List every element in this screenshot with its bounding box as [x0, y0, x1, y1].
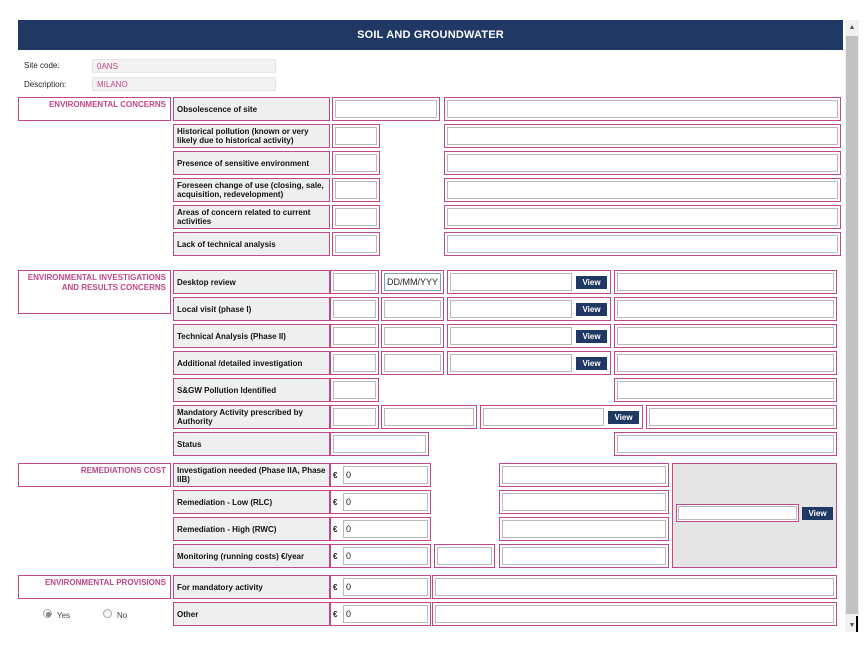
desktop-review-date[interactable] [381, 270, 444, 294]
additional-investigation-select[interactable] [330, 351, 379, 375]
mandatory-provision-amount[interactable] [330, 575, 431, 599]
remediation-attachment-file[interactable] [676, 504, 799, 522]
amount-value[interactable]: 0 [343, 547, 428, 565]
amount-value[interactable]: 0 [343, 605, 428, 623]
historical-pollution-select[interactable] [332, 124, 380, 148]
monitoring-amount[interactable] [330, 544, 431, 568]
section-remediations-cost: REMEDIATIONS COST [18, 463, 171, 487]
scroll-down-icon[interactable]: ▼ [848, 621, 856, 629]
sgw-pollution-select[interactable] [330, 378, 379, 402]
euro-icon: € [333, 582, 338, 592]
no-radio[interactable] [103, 609, 112, 618]
view-button[interactable]: View [576, 276, 607, 289]
date-input[interactable]: DD/MM/YYY [384, 273, 441, 291]
row-label-desktop-review: Desktop review [173, 270, 330, 294]
row-label-mandatory-provision: For mandatory activity [173, 575, 330, 599]
status-comment[interactable] [614, 432, 837, 456]
row-label-obsolescence: Obsolescence of site [173, 97, 330, 121]
euro-icon: € [333, 551, 338, 561]
row-label-additional-investigation: Additional /detailed investigation [173, 351, 330, 375]
local-visit-comment[interactable] [614, 297, 837, 321]
remediation-high-amount[interactable] [330, 517, 431, 541]
technical-analysis-date[interactable] [381, 324, 444, 348]
view-button[interactable]: View [802, 507, 833, 520]
remediation-high-comment[interactable] [499, 517, 669, 541]
change-of-use-select[interactable] [332, 178, 380, 202]
desktop-review-comment[interactable] [614, 270, 837, 294]
euro-icon: € [333, 524, 338, 534]
change-of-use-comment[interactable] [444, 178, 841, 202]
investigation-needed-amount[interactable] [330, 463, 431, 487]
historical-pollution-comment[interactable] [444, 124, 841, 148]
description-label: Description: [24, 80, 67, 89]
additional-investigation-comment[interactable] [614, 351, 837, 375]
section-environmental-provisions: ENVIRONMENTAL PROVISIONS [18, 575, 171, 599]
amount-value[interactable]: 0 [343, 520, 428, 538]
row-label-areas-of-concern: Areas of concern related to current activities [173, 205, 330, 229]
lack-technical-analysis-select[interactable] [332, 232, 380, 256]
row-label-sgw-pollution: S&GW Pollution Identified [173, 378, 330, 402]
areas-of-concern-select[interactable] [332, 205, 380, 229]
sensitive-environment-comment[interactable] [444, 151, 841, 175]
sgw-pollution-comment[interactable] [614, 378, 837, 402]
sensitive-environment-select[interactable] [332, 151, 380, 175]
scroll-up-icon[interactable]: ▲ [848, 23, 856, 31]
row-label-remediation-high: Remediation - High (RWC) [173, 517, 330, 541]
desktop-review-select[interactable] [330, 270, 379, 294]
amount-value[interactable]: 0 [343, 578, 428, 596]
remediation-low-comment[interactable] [499, 490, 669, 514]
scrollbar-thumb[interactable] [846, 36, 858, 614]
row-label-remediation-low: Remediation - Low (RLC) [173, 490, 330, 514]
no-radio-label: No [117, 611, 128, 620]
yes-radio[interactable] [43, 609, 52, 618]
obsolescence-comment[interactable] [444, 97, 841, 121]
yes-radio-label: Yes [57, 611, 71, 620]
monitoring-comment[interactable] [499, 544, 669, 568]
local-visit-select[interactable] [330, 297, 379, 321]
section-environmental-concerns: ENVIRONMENTAL CONCERNS [18, 97, 171, 121]
site-code-value: 0ANS [92, 59, 276, 73]
row-label-monitoring: Monitoring (running costs) €/year [173, 544, 330, 568]
mandatory-activity-date[interactable] [381, 405, 477, 429]
other-provision-amount[interactable] [330, 602, 431, 626]
areas-of-concern-comment[interactable] [444, 205, 841, 229]
amount-value[interactable]: 0 [343, 466, 428, 484]
status-select[interactable] [330, 432, 429, 456]
obsolescence-select[interactable] [332, 97, 440, 121]
row-label-change-of-use: Foreseen change of use (closing, sale, acquisition, redevelopment) [173, 178, 330, 202]
site-code-label: Site code: [24, 61, 60, 70]
additional-investigation-date[interactable] [381, 351, 444, 375]
investigation-needed-comment[interactable] [499, 463, 669, 487]
remediation-low-amount[interactable] [330, 490, 431, 514]
row-label-other-provision: Other [173, 602, 330, 626]
mandatory-provision-comment[interactable] [432, 575, 837, 599]
mandatory-activity-select[interactable] [330, 405, 379, 429]
mandatory-activity-comment[interactable] [646, 405, 837, 429]
euro-icon: € [333, 609, 338, 619]
view-button[interactable]: View [576, 357, 607, 370]
row-label-technical-analysis: Technical Analysis (Phase II) [173, 324, 330, 348]
row-label-mandatory-activity: Mandatory Activity prescribed by Authority [173, 405, 330, 429]
monitoring-years[interactable] [434, 544, 495, 568]
row-label-lack-technical-analysis: Lack of technical analysis [173, 232, 330, 256]
row-label-historical-pollution: Historical pollution (known or very likely due to historical activity) [173, 124, 330, 148]
lack-technical-analysis-comment[interactable] [444, 232, 841, 256]
row-label-status: Status [173, 432, 330, 456]
row-label-investigation-needed: Investigation needed (Phase IIA, Phase IIB) [173, 463, 330, 487]
text-cursor [856, 616, 858, 632]
description-value: MILANO [92, 77, 276, 91]
amount-value[interactable]: 0 [343, 493, 428, 511]
section-environmental-investigations: ENVIRONMENTAL INVESTIGATIONS AND RESULTS CONCERNS [18, 270, 171, 314]
page-title: SOIL AND GROUNDWATER [18, 20, 843, 50]
technical-analysis-comment[interactable] [614, 324, 837, 348]
view-button[interactable]: View [608, 411, 639, 424]
view-button[interactable]: View [576, 303, 607, 316]
row-label-sensitive-environment: Presence of sensitive environment [173, 151, 330, 175]
row-label-local-visit: Local visit (phase I) [173, 297, 330, 321]
view-button[interactable]: View [576, 330, 607, 343]
other-provision-comment[interactable] [432, 602, 837, 626]
local-visit-date[interactable] [381, 297, 444, 321]
technical-analysis-select[interactable] [330, 324, 379, 348]
euro-icon: € [333, 470, 338, 480]
euro-icon: € [333, 497, 338, 507]
